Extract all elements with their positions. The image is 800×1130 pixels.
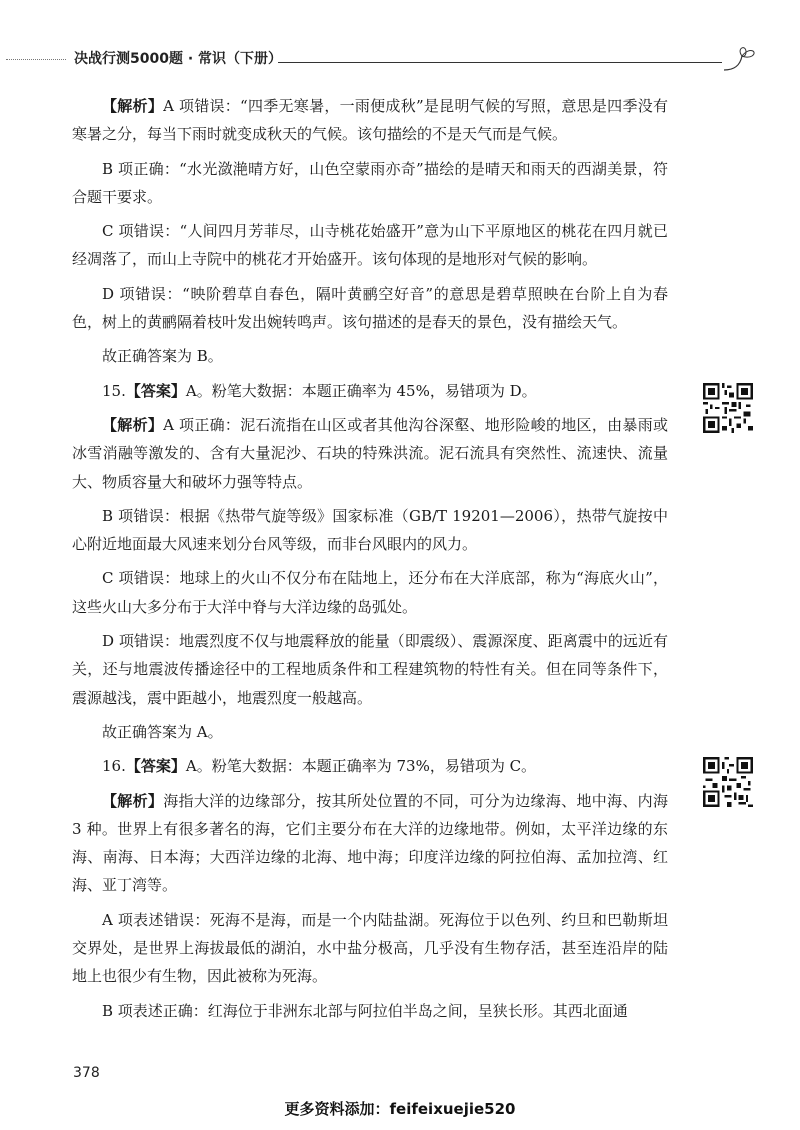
paragraph: D 项错误：“映阶碧草自春色，隔叶黄鹂空好音”的意思是碧草照映在台阶上自为春色，树上的黄鹂隔着枝叶发出婉转鸣声。该句描述的是春天的景色，没有描绘天气。: [72, 284, 668, 332]
paragraph: [72, 411, 668, 496]
leaf-ornament-icon: [722, 44, 762, 74]
analysis-tag: 【解析】: [102, 97, 164, 115]
qr-code-icon[interactable]: [703, 757, 753, 807]
analysis-tag: 【解析】: [102, 791, 164, 810]
answer-tag: 【答案】: [125, 757, 186, 776]
paragraph: A 项表述错误：死海不是海，而是一个内陆盐湖。死海位于以色列、约旦和巴勒斯坦交界处，是世界上海拔最低的湖泊，水中盐分极高，几乎没有生物存活，甚至连沿岸的陆地上也很少有生物，因此被称为死海。: [72, 910, 668, 986]
paragraph: D 项错误：地震烈度不仅与地震释放的能量（即震级）、震源深度、距离震中的远近有关，还与地震波传播途径中的工程地质条件和工程建筑物的特性有关。但在同等条件下，震源越浅，震中距越小，地震烈度一般越高。: [72, 632, 668, 707]
answer-text: A。粉笔大数据：本题正确率为 73%，易错项为 C。: [185, 757, 537, 776]
paragraph: [72, 787, 668, 900]
question-number: 16.: [102, 757, 126, 776]
paragraph: B 项正确：“水光潋滟晴方好，山色空蒙雨亦奇”描绘的是晴天和雨天的西湖美景，符合题干要求。: [72, 159, 668, 206]
answer-text: A。粉笔大数据：本题正确率为 45%，易错项为 D。: [185, 381, 537, 400]
footer-label: 更多资料添加：: [284, 1100, 390, 1118]
footer-contact-id: feifeixuejie520: [389, 1100, 516, 1118]
paragraph: [72, 92, 668, 149]
paragraph: B 项错误：根据《热带气旋等级》国家标准（GB/T 19201—2006），热带气旋按中心附近地面最大风速来划分台风等级，而非台风眼内的风力。: [72, 506, 668, 554]
paragraph-text: 海指大洋的边缘部分，按其所处位置的不同，可分为边缘海、地中海、内海 3 种。世界上有很多著名的海，它们主要分布在大洋的边缘地带。例如，太平洋边缘的东海、南海、日本海；大西洋边缘的北海、地中海；印度洋边缘的阿拉伯海、孟加拉湾、红海、亚丁湾等。: [72, 791, 668, 895]
paragraph: 故正确答案为 A。: [102, 722, 223, 741]
answer-explanations: [72, 92, 668, 1031]
paragraph: 故正确答案为 B。: [102, 347, 223, 366]
book-title: 决战行测5000题 · 常识（下册）: [74, 51, 283, 67]
analysis-tag: 【解析】: [102, 415, 164, 434]
paragraph: C 项错误：“人间四月芳菲尽，山寺桃花始盛开”意为山下平原地区的桃花在四月就已经凋落了，而山上寺院中的桃花才开始盛开。该句体现的是地形对气候的影响。: [72, 222, 668, 269]
page-number: 378: [73, 1065, 100, 1081]
answer-line-16: [72, 752, 668, 780]
header-rule: [278, 62, 722, 63]
question-number: 15.: [102, 381, 126, 400]
header-dotted-line: [6, 59, 66, 60]
answer-line-15: [72, 377, 668, 405]
paragraph: B 项表述正确：红海位于非洲东北部与阿拉伯半岛之间，呈狭长形。其西北面通: [102, 1001, 628, 1020]
answer-tag: 【答案】: [125, 381, 186, 400]
footer-contact: [0, 1098, 800, 1119]
page-header: [0, 44, 800, 74]
paragraph-text: A 项正确：泥石流指在山区或者其他沟谷深壑、地形险峻的地区，由暴雨或冰雪消融等激发的、含有大量泥沙、石块的特殊洪流。泥石流具有突然性、流速快、流量大、物质容量大和破坏力强等特点。: [72, 415, 668, 491]
paragraph: C 项错误：地球上的火山不仅分布在陆地上，还分布在大洋底部，称为“海底火山”，这些火山大多分布于大洋中脊与大洋边缘的岛弧处。: [72, 569, 668, 616]
qr-code-icon[interactable]: [703, 383, 753, 433]
paragraph-text: A 项错误：“四季无寒暑，一雨便成秋”是昆明气候的写照，意思是四季没有寒暑之分，每当下雨时就变成秋天的气候。该句描绘的不是天气而是气候。: [72, 97, 668, 144]
